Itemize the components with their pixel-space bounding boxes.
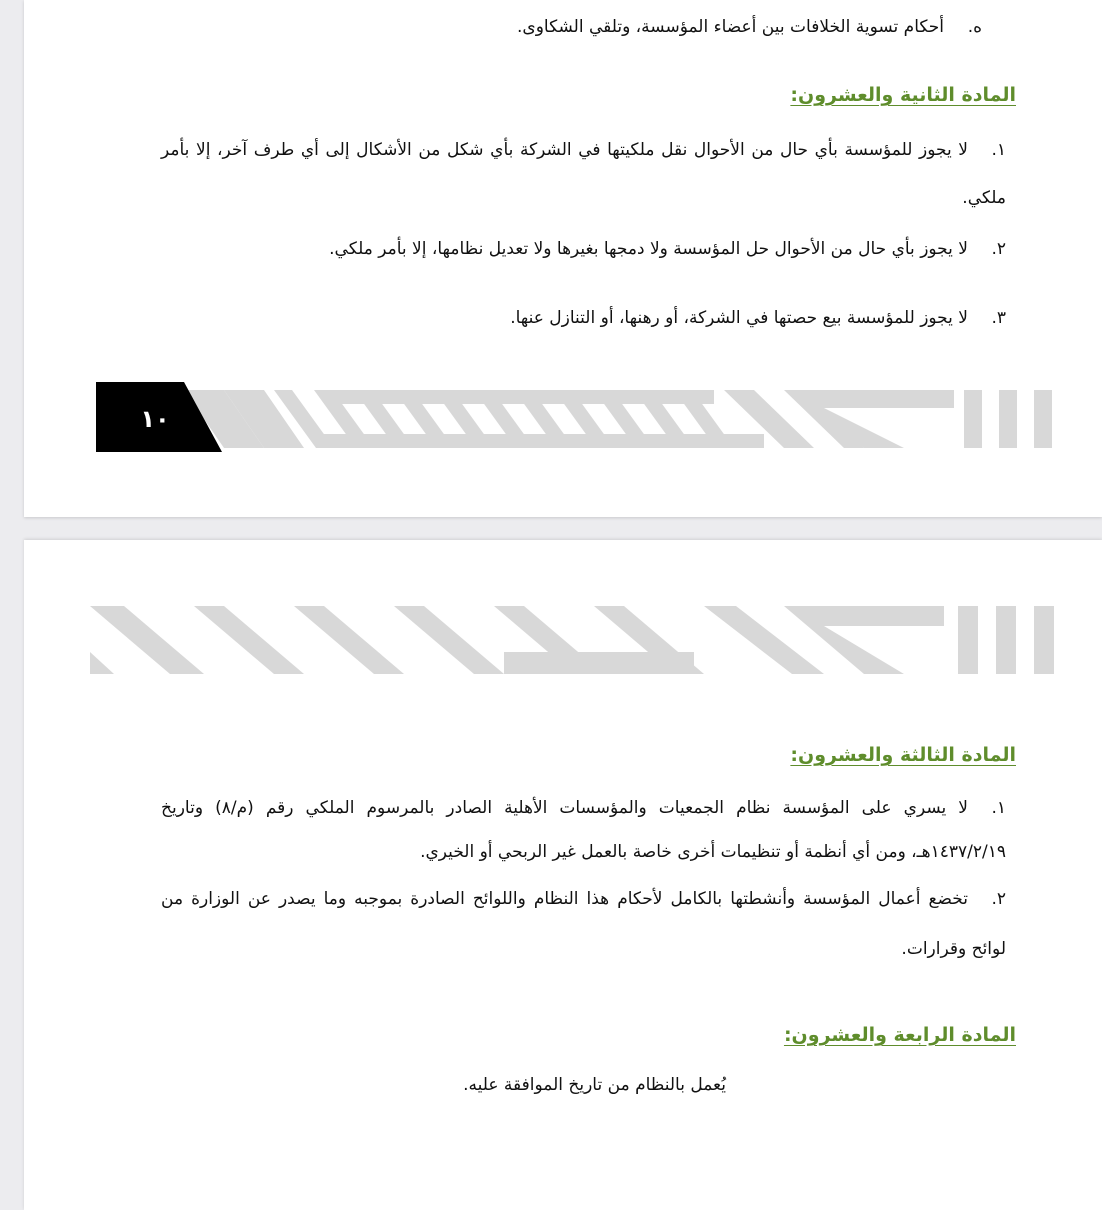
article-24-heading: المادة الرابعة والعشرون: [783,1024,1016,1046]
banner-pattern [184,390,1052,448]
document-page-top [24,0,1102,517]
article-22-heading: المادة الثانية والعشرون: [790,84,1016,106]
item-text: أحكام تسوية الخلافات بين أعضاء المؤسسة، وتلقي الشكاوى. [516,17,944,37]
page-number: ١٠ [140,405,170,433]
decorative-banner-bottom [24,602,1102,682]
item-number: ١. [991,140,1006,160]
article-23-item-1 [161,786,1006,874]
banner-pattern [90,606,1054,674]
article-22-item-1 [161,126,1006,222]
article-24-text: يُعمل بالنظام من تاريخ الموافقة عليه. [463,1075,726,1095]
item-text: لا يجوز بأي حال من الأحوال حل المؤسسة ولا دمجها بغيرها ولا تعديل نظامها، إلا بأمر ملكي. [329,239,968,259]
item-number: ٢. [991,889,1006,909]
article-23-heading: المادة الثالثة والعشرون: [790,744,1016,766]
item-number: ١. [991,798,1006,818]
item-text: لا يجوز للمؤسسة بأي حال من الأحوال نقل ملكيتها في الشركة بأي شكل من الأشكال إلى أي طرف آخر، إلا بأمر ملكي. [161,140,1006,208]
item-number: ٣. [991,308,1006,328]
document-page-bottom [24,540,1102,1210]
item-text: لا يسري على المؤسسة نظام الجمعيات والمؤسسات الأهلية الصادر بالمرسوم الملكي رقم (م/٨) وتاريخ ١٤٣٧/٢/١٩هـ، ومن أي أنظمة أو تنظيمات أخرى خاصة بالعمل غير الربحي أو الخيري. [161,798,1006,862]
clause-item-h [517,14,982,40]
item-number: ه. [967,17,982,37]
article-23-item-2 [161,874,1006,974]
article-22-item-2 [329,236,1006,262]
item-number: ٢. [991,239,1006,259]
item-text: تخضع أعمال المؤسسة وأنشطتها بالكامل لأحكام هذا النظام واللوائح الصادرة بموجبه وما يصدر عن الوزارة من لوائح وقرارات. [161,889,1006,959]
item-text: لا يجوز للمؤسسة بيع حصتها في الشركة، أو رهنها، أو التنازل عنها. [510,308,968,328]
article-22-item-3 [510,305,1006,331]
